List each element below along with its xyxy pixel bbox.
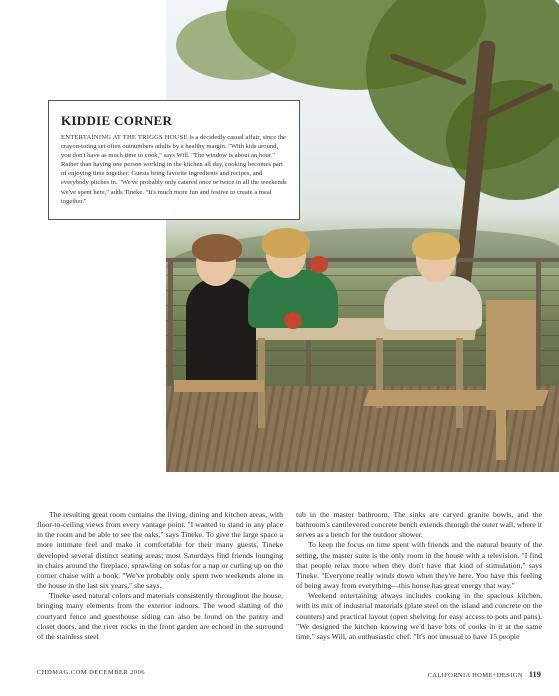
body-column-right xyxy=(296,510,542,642)
paragraph: To keep the focus on time spent with friends and the natural beauty of the setting, the master suite is the only room in the house with a television. "I find that people relax more when they don't have that kind of stimulation," says Tineke. "Everyone really winds down when they're here. You have this feeling of being away from everything—this house has great energy that way." xyxy=(296,540,542,591)
footer-publication: CALIFORNIA HOME+DESIGN xyxy=(427,672,523,679)
sidebar-title: KIDDIE CORNER xyxy=(61,113,173,128)
footer-website-date: CHDMAG.COM DECEMBER 2006 xyxy=(37,669,145,676)
page-number: 119 xyxy=(528,669,541,679)
paragraph: tub in the master bathroom. The sinks are carved granite bowls, and the bathroom's cantilevered concrete bench extends through the outer wall, where it serves as a bench for the outdoor shower. xyxy=(296,510,542,540)
footer-folio xyxy=(428,669,541,679)
kids-at-table-photo xyxy=(166,0,559,472)
paragraph: The resulting great room contains the living, dining and kitchen areas, with floor-to-ceiling views from every vantage point. "I wanted to stand in any place in the room and be able to see the oaks," says Tineke. To give the large space a more intimate feel and make it comfortable for their many guests, Tineke developed several distinct seating areas; most Saturdays find friends lounging in chairs around the fireplace, sprawling on sofas for a nap or curling up on the corner chaise with a book. "We've probably only spent two weekends alone in the house in the last six years," she says. xyxy=(37,510,283,591)
paragraph: Weekend entertaining always includes cooking in the spacious kitchen, with its mix of industrial materials (plate steel on the island and concrete on the counters) and practical layout (open shelving for easy access to pots and pans). "We designed the kitchen knowing we'd have lots of cooks in it at the same time," says Will, an enthusiastic chef. "It's not unusual to have 15 people xyxy=(296,591,542,641)
sidebar-lead: ENTERTAINING AT THE TRIGGS HOUSE xyxy=(61,134,188,141)
paragraph: Tineke used natural colors and materials consistently throughout the house, bringing many elements from the exterior indoors. The wood slatting of the courtyard fence and guesthouse siding can also be found on the pantry and closet doors, and the river rocks in the front garden are echoed in the surround of the stainless steel xyxy=(37,591,283,641)
kiddie-corner-sidebar xyxy=(48,100,300,220)
sidebar-text xyxy=(61,133,287,206)
body-column-left xyxy=(37,510,283,642)
sidebar-body: is a decidedly casual affair, since the crayon-toting set often outnumbers adults by a healthy margin. "With kids around, you don't have as much time to cook," says Will. "The window is about an hour." Rather than having one person working in the kitchen all day, cooking becomes part of enjoying time together: Guests bring favorite ingredients and recipes, and everybody pitches in. "We've probably only catered once or twice in all the weekends we've spent here," adds Tineke. "It's much more fun and festive to create a meal together." xyxy=(61,134,287,205)
